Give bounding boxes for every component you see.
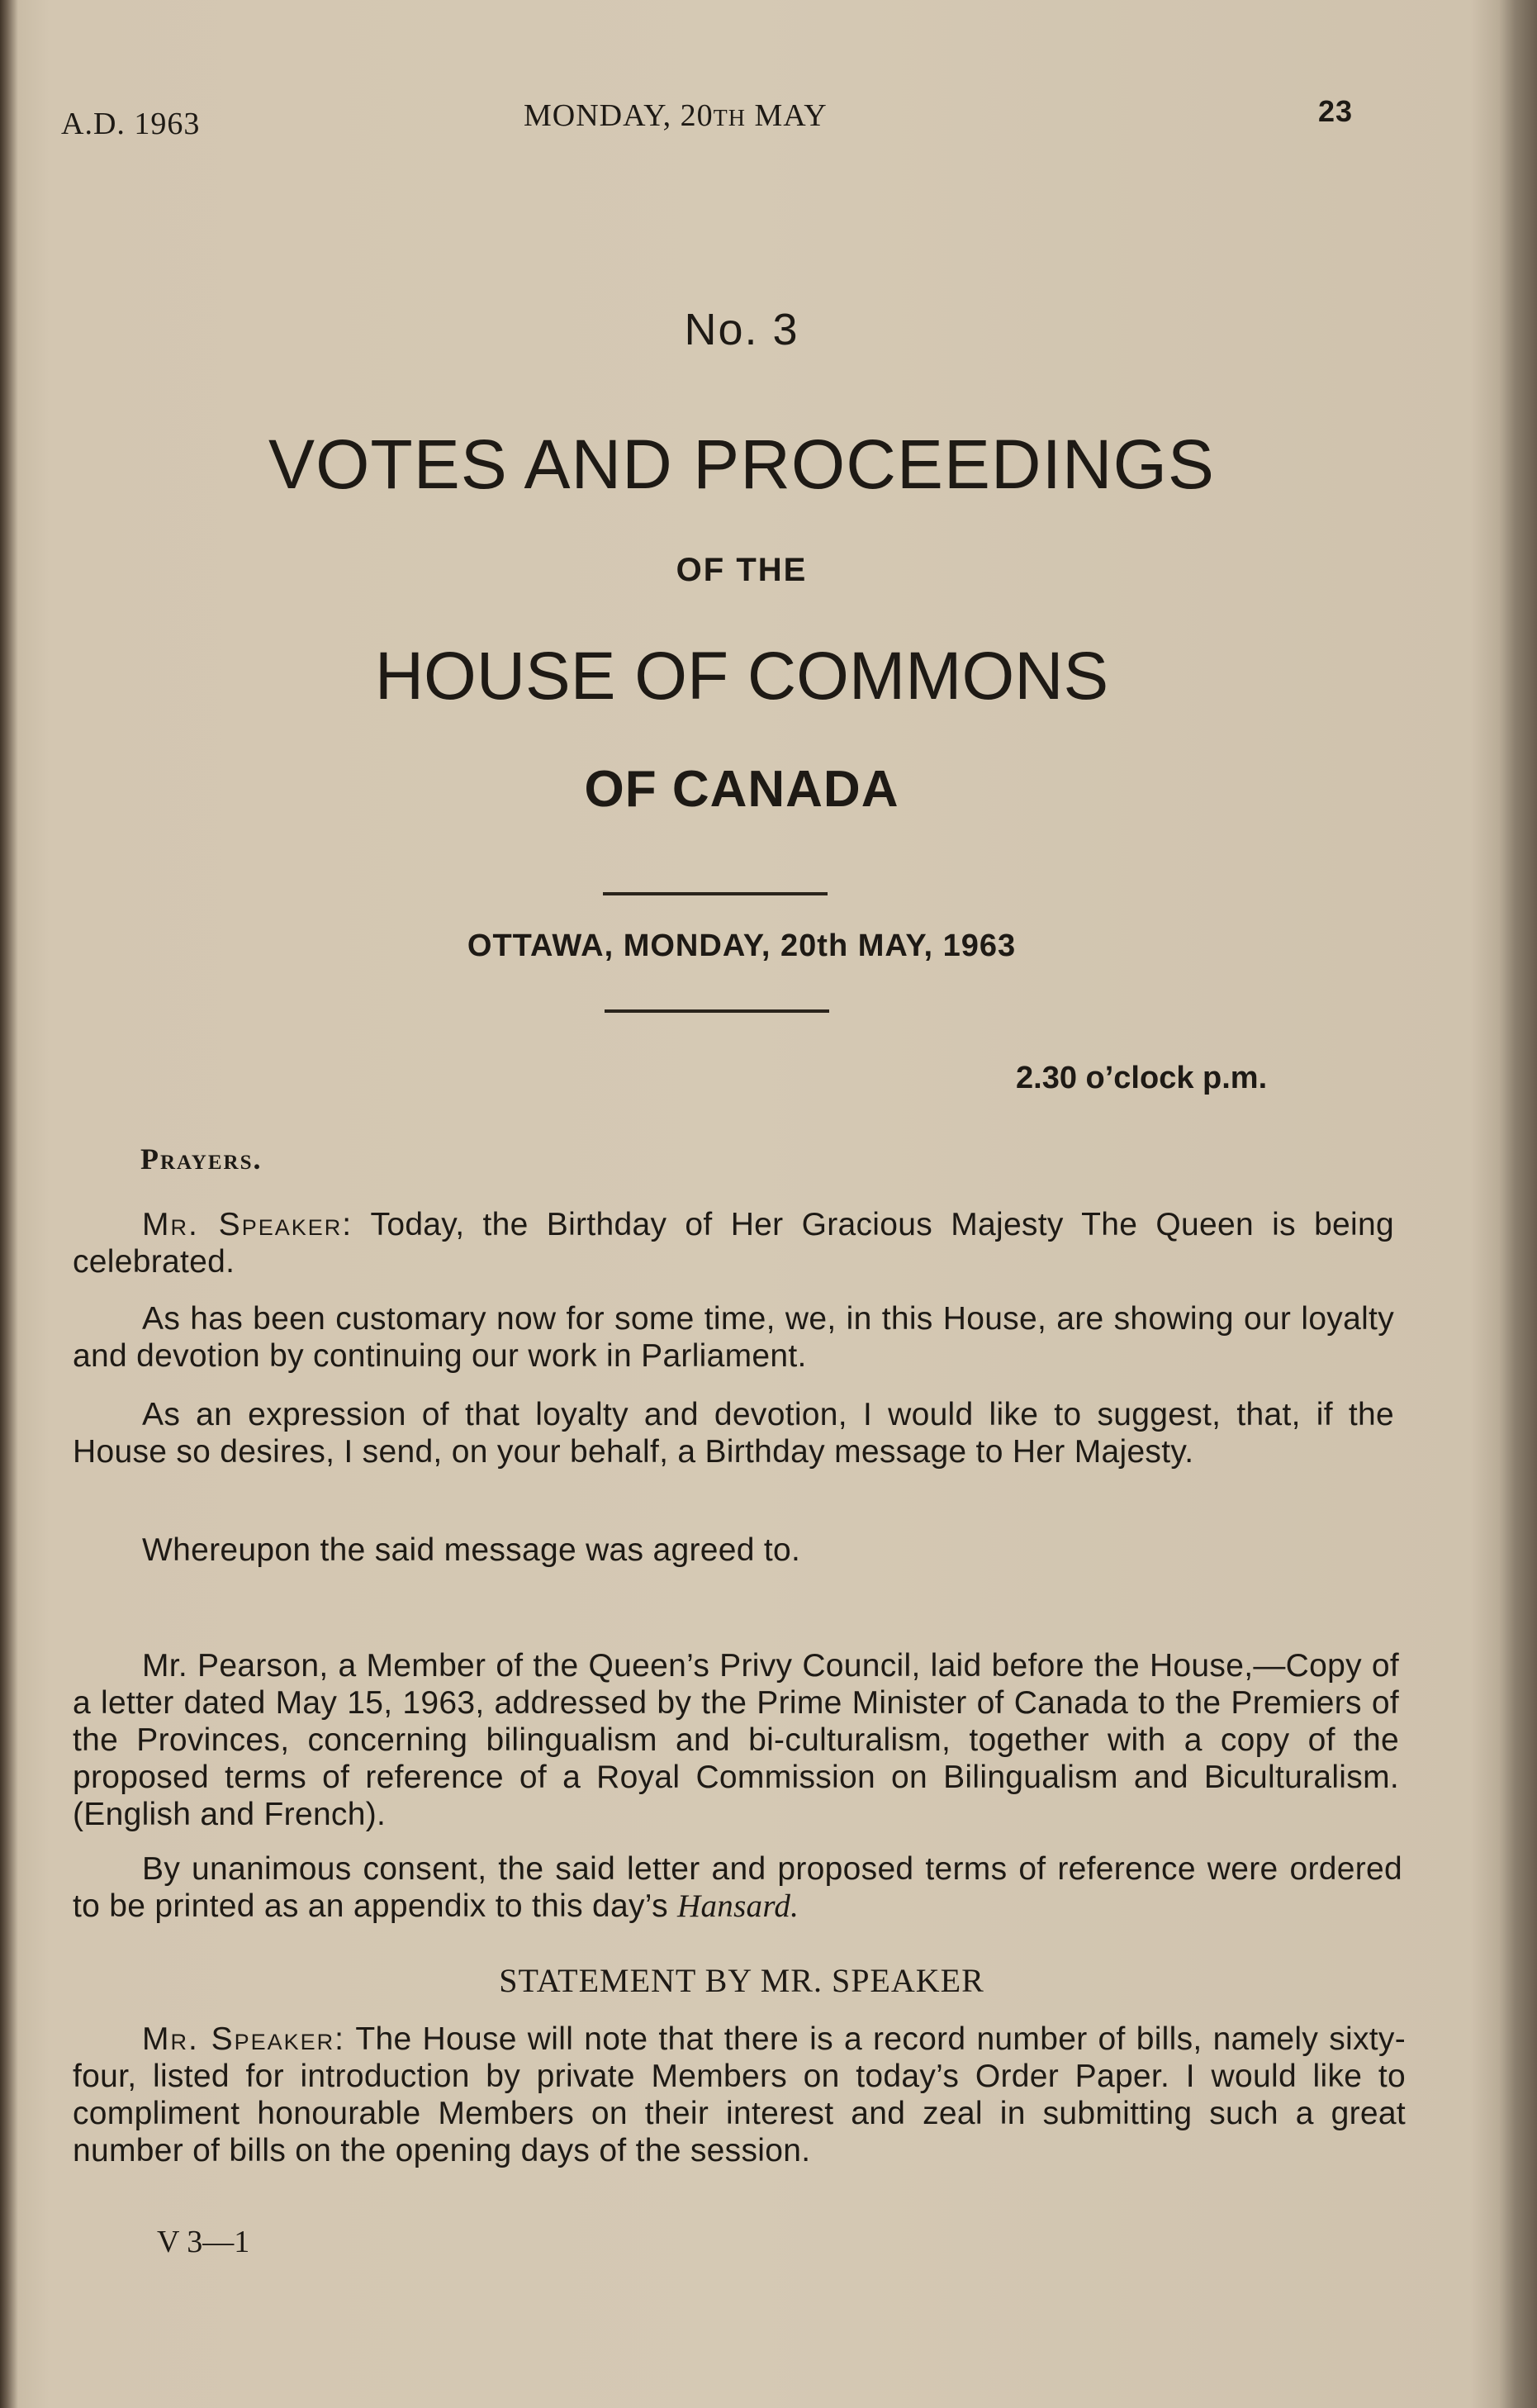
- title-votes-and-proceedings: VOTES AND PROCEEDINGS: [268, 425, 1215, 503]
- divider-rule-bottom: [605, 1009, 829, 1013]
- running-head-date-suffix: TH: [713, 106, 746, 131]
- divider-rule-top: [603, 892, 828, 895]
- document-page: [15, 0, 1501, 2408]
- speaker-label: Mr. Speaker:: [142, 1207, 353, 1242]
- running-head-year: A.D. 1963: [61, 107, 201, 141]
- paragraph-text: By unanimous consent, the said letter and proposed terms of reference were ordered to be printed as an appendix to this day’s: [73, 1851, 1402, 1924]
- title-of-the: OF THE: [676, 552, 808, 588]
- paragraph-text: The House will note that there is a record number of bills, namely sixty-four, listed for introduction by private Members on today’s Order Paper. I would like to compliment honourable Members on their interest and zeal in submitting such a great number of bills on the opening days of the session.: [73, 2021, 1406, 2168]
- statement-heading: STATEMENT BY MR. SPEAKER: [499, 1962, 984, 1999]
- running-head-date-prefix: MONDAY, 20: [524, 98, 714, 133]
- running-head-date: [524, 97, 828, 134]
- title-of-canada: OF CANADA: [584, 761, 899, 818]
- issue-number: No. 3: [684, 305, 799, 354]
- hansard-italic: Hansard.: [677, 1888, 799, 1924]
- running-head: [15, 94, 1501, 147]
- paragraph-agreed: Whereupon the said message was agreed to.: [142, 1532, 801, 1568]
- prayers-heading: Prayers.: [140, 1142, 263, 1176]
- dateline: OTTAWA, MONDAY, 20th MAY, 1963: [467, 929, 1017, 963]
- paragraph-speaker-statement: [73, 2021, 1406, 2169]
- running-head-date-end: MAY: [745, 98, 828, 133]
- paragraph-text: Today, the Birthday of Her Gracious Majesty The Queen is being celebrated.: [73, 1207, 1394, 1280]
- page-number: 23: [1318, 94, 1354, 128]
- speaker-label: Mr. Speaker:: [142, 2021, 345, 2057]
- paragraph-speaker-birthday: [73, 1206, 1394, 1280]
- paragraph-customary: As has been customary now for some time, we, in this House, are showing our loyalty and devotion by continuing our work in Parliament.: [73, 1301, 1394, 1374]
- paragraph-unanimous-consent: [73, 1850, 1402, 1925]
- paragraph-expression: As an expression of that loyalty and devotion, I would like to suggest, that, if the House so desires, I send, on your behalf, a Birthday message to Her Majesty.: [73, 1397, 1394, 1470]
- title-house-of-commons: HOUSE OF COMMONS: [374, 639, 1109, 714]
- signature-mark: V 3—1: [157, 2225, 250, 2259]
- sitting-time: 2.30 o’clock p.m.: [1016, 1061, 1268, 1095]
- paragraph-pearson-letter: Mr. Pearson, a Member of the Queen’s Privy Council, laid before the House,—Copy of a letter dated May 15, 1963, addressed by the Prime Minister of Canada to the Premiers of the Provinces, concerning bilingualism and bi-culturalism, together with a copy of the proposed terms of reference of a Royal Commission on Bilingualism and Biculturalism. (English and French).: [73, 1648, 1399, 1832]
